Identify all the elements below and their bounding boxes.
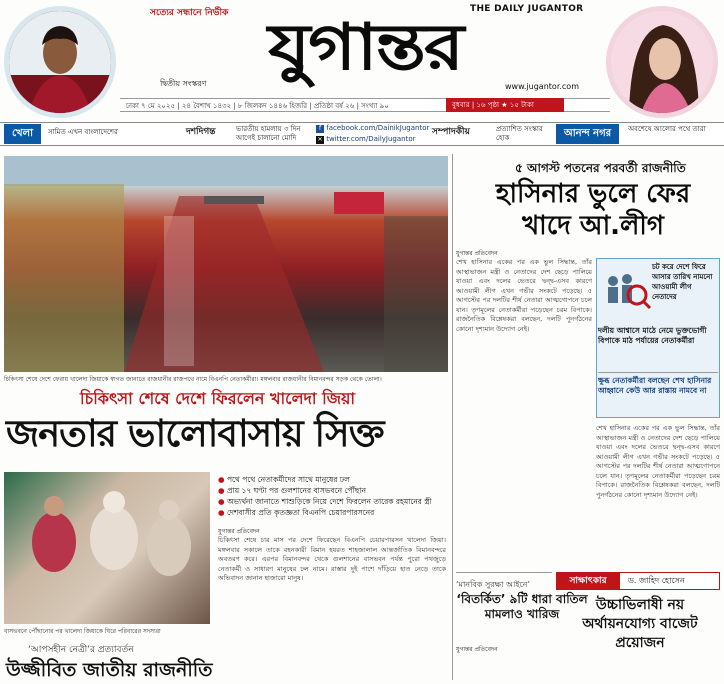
masthead-slogan: সত্যের সন্ধানে নির্ভীক: [150, 8, 229, 18]
arrival-photo-caption: বাসভবনে পৌঁছানোর পর খালেদা জিয়াকে ঘিরে পরিবারের সদস্যরা: [4, 628, 161, 635]
interview-headline[interactable]: উচ্চাভিলাষী নয় অর্থায়নযোগ্য বাজেট প্রয়োজন: [582, 597, 698, 651]
column-divider: [452, 154, 453, 680]
khela-teaser[interactable]: সামিত এখন বাংলাদেশের: [48, 128, 118, 136]
lead-photo-caption: চিকিৎসা শেষে দেশে ফেরায় খালেদা জিয়াকে স্বাগত জানাতে রাজধানীর রাজপথে নামে বিএনপি নেতাকর্মীরা। মঙ্গলবার রাজধানীর বিমানবন্দর সড়ক থেকে তোলা।: [4, 376, 382, 383]
right-story-pullquote-2: ক্ষুব্ধ নেতাকর্মীরা বলছেন শেখ হাসিনার আহ্বানে কেউ আর রাস্তায় নামবে না: [598, 376, 712, 395]
dashdiganta-teaser[interactable]: ভারতীয় হামলায় ৩ দিন আগেই চালানো মোদি: [236, 125, 301, 142]
second-story-reporter: যুগান্তর প্রতিবেদন: [218, 528, 260, 535]
sompadokiyo-teaser[interactable]: প্রত্যাশিত সংস্কার হোক: [496, 125, 543, 142]
section-anondo-tag[interactable]: আনন্দ নগর: [556, 124, 619, 144]
right-story-kicker: ৫ আগস্ট পতনের পরবর্তী রাজনীতি: [515, 161, 686, 175]
section-dashdiganta[interactable]: দশদিগন্ত: [186, 127, 216, 137]
right-story-pullquote-1: দলীয় আশ্বাসে মাঠে নেমে ভুক্তভোগী বিপাকে মাঠ পর্যায়ের নেতাকর্মীরা: [598, 326, 707, 345]
dateline-text: ঢাকা ৭ মে ২০২৫ | ২৪ বৈশাখ ১৪৩২ | ৮ জিলকদ ১৪৪৬ হিজরি | প্রতিষ্ঠা বর্ষ ২৬ | সংখ্যা ৯০: [126, 102, 389, 110]
people-search-icon: [601, 267, 653, 319]
bottom-left-headline[interactable]: উজ্জীবিত জাতীয় রাজনীতি: [6, 659, 213, 681]
facebook-icon: f: [316, 125, 324, 133]
twitter-icon: ✕: [317, 136, 323, 143]
right-story-body-col1: শেখ হাসিনার একের পর এক ভুল সিদ্ধান্ত, তাঁর আস্থাভাজন মন্ত্রী ও নেতাদের দেশ ছেড়ে পালিয়ে যাওয়া এবং দলের ভেতরে দ্বন্দ্ব-এসব কারণে আওয়ামী লীগ এখন গভীর সংকটে পড়েছে। ৫ আগস্টের পর দলটির শীর্ষ নেতারা আত্মগোপনে চলে যান। তৃণমূলের নেতাকর্মীরা পড়েছেন চরম বিপাকে। রাজনৈতিক বিশ্লেষকরা বলছেন, দলটি পুনর্গঠনের কোনো দৃশ্যমান উদ্যোগ নেই।: [456, 258, 592, 333]
interview-tag[interactable]: সাক্ষাৎকার: [556, 572, 620, 590]
bottom-left-kicker: ‘আপসহীন নেত্রী’র প্রত্যাবর্তন: [28, 645, 134, 655]
mid-story-reporter: যুগান্তর প্রতিবেদন: [456, 646, 498, 653]
edition-label: দ্বিতীয় সংস্করণ: [160, 79, 207, 88]
facebook-url: facebook.com/DainikJugantor: [326, 124, 430, 132]
day-price-badge: বুধবার | ১৬ পৃষ্ঠা ★ ১৫ টাকা: [446, 98, 564, 112]
twitter-url: twitter.com/DailyJugantor: [326, 135, 416, 143]
bullet-item: ● দেশবাসীর প্রতি কৃতজ্ঞতা বিএনপি চেয়ারপারসনের: [218, 508, 375, 517]
entertainment-portrait-image: [606, 6, 718, 118]
mid-story-headline[interactable]: ‘বিতর্কিত’ ৯টি ধারা বাতিল মামলাও খারিজ: [456, 592, 588, 621]
bullet-item: ● প্রায় ১৭ ঘণ্টা পর গুলশানের বাসভবনে পৌঁছান: [218, 486, 366, 495]
lead-bullets: [218, 474, 444, 518]
facebook-link[interactable]: [316, 124, 429, 133]
newspaper-logo[interactable]: যুগান্তর: [268, 10, 462, 85]
anondo-teaser[interactable]: অবশেষে আলোর পথে তারা: [628, 125, 706, 133]
mid-divider: [456, 572, 552, 573]
twitter-link[interactable]: [316, 135, 416, 144]
sports-portrait-image: [4, 6, 116, 118]
website-link[interactable]: www.jugantor.com: [505, 82, 579, 91]
lead-sub-headline[interactable]: চিকিৎসা শেষে দেশে ফিরলেন খালেদা জিয়া: [80, 389, 356, 408]
bullet-item: ● পথে পথে নেতাকর্মীদের সাথে মানুষের ঢল: [218, 475, 350, 484]
right-story-headline[interactable]: হাসিনার ভুলে ফের খাদে আ.লীগ: [495, 179, 691, 241]
mid-story-kicker: ‘মানবিক সুরক্ষা আইনে’: [456, 580, 531, 589]
section-sompadokiyo[interactable]: সম্পাদকীয়: [432, 127, 470, 137]
infobox-text: চট করে দেশে ফিরে আসার তারিখ নামনো আওয়ামী লীগ নেতাদের: [652, 263, 713, 301]
right-story-body-col2: শেখ হাসিনার একের পর এক ভুল সিদ্ধান্ত, তাঁর আস্থাভাজন মন্ত্রী ও নেতাদের দেশ ছেড়ে পালিয়ে যাওয়া এবং দলের ভেতরে দ্বন্দ্ব-এসব কারণে আওয়ামী লীগ এখন গভীর সংকটে পড়েছে। ৫ আগস্টের পর দলটির শীর্ষ নেতারা আত্মগোপনে চলে যান। তৃণমূলের নেতাকর্মীরা পড়েছেন চরম বিপাকে। রাজনৈতিক বিশ্লেষকরা বলছেন, দলটি পুনর্গঠনের কোনো দৃশ্যমান উদ্যোগ নেই।: [596, 424, 720, 499]
lead-rally-photo: [4, 156, 448, 372]
right-story-reporter: যুগান্তর প্রতিবেদন: [456, 250, 498, 257]
lead-main-headline[interactable]: জনতার ভালোবাসায় সিক্ত: [6, 412, 384, 455]
section-khela-tag[interactable]: খেলা: [4, 124, 41, 144]
bullet-item: ● অভ্যর্থনা জানাতে শাশুড়িকে নিয়ে দেশে ফিরলেন তারেক রহমানের স্ত্রী: [218, 497, 432, 506]
arrival-family-photo: [4, 472, 210, 624]
second-story-body: চিকিৎসা শেষে চার মাস পর দেশে ফিরেছেন বিএনপি চেয়ারপারসন খালেদা জিয়া। মঙ্গলবার সকালে তাকে বহনকারী বিমান হযরত শাহজালাল আন্তর্জাতিক বিমানবন্দরে অবতরণ করে। এরপর বিমানবন্দর থেকে গুলশানের বাসভবন পর্যন্ত পুরো পথজুড়ে নেতাকর্মী ও সাধারণ মানুষের ঢল নামে। রাস্তার দুই পাশে দাঁড়িয়ে হাত নেড়ে তাকে অভিবাদন জানান হাজারো মানুষ।: [218, 536, 446, 582]
masthead-english-name: THE DAILY JUGANTOR: [470, 4, 584, 14]
interviewee-name: ড. জাহিদ হোসেন: [628, 576, 685, 585]
pullquote-divider: [598, 372, 718, 373]
